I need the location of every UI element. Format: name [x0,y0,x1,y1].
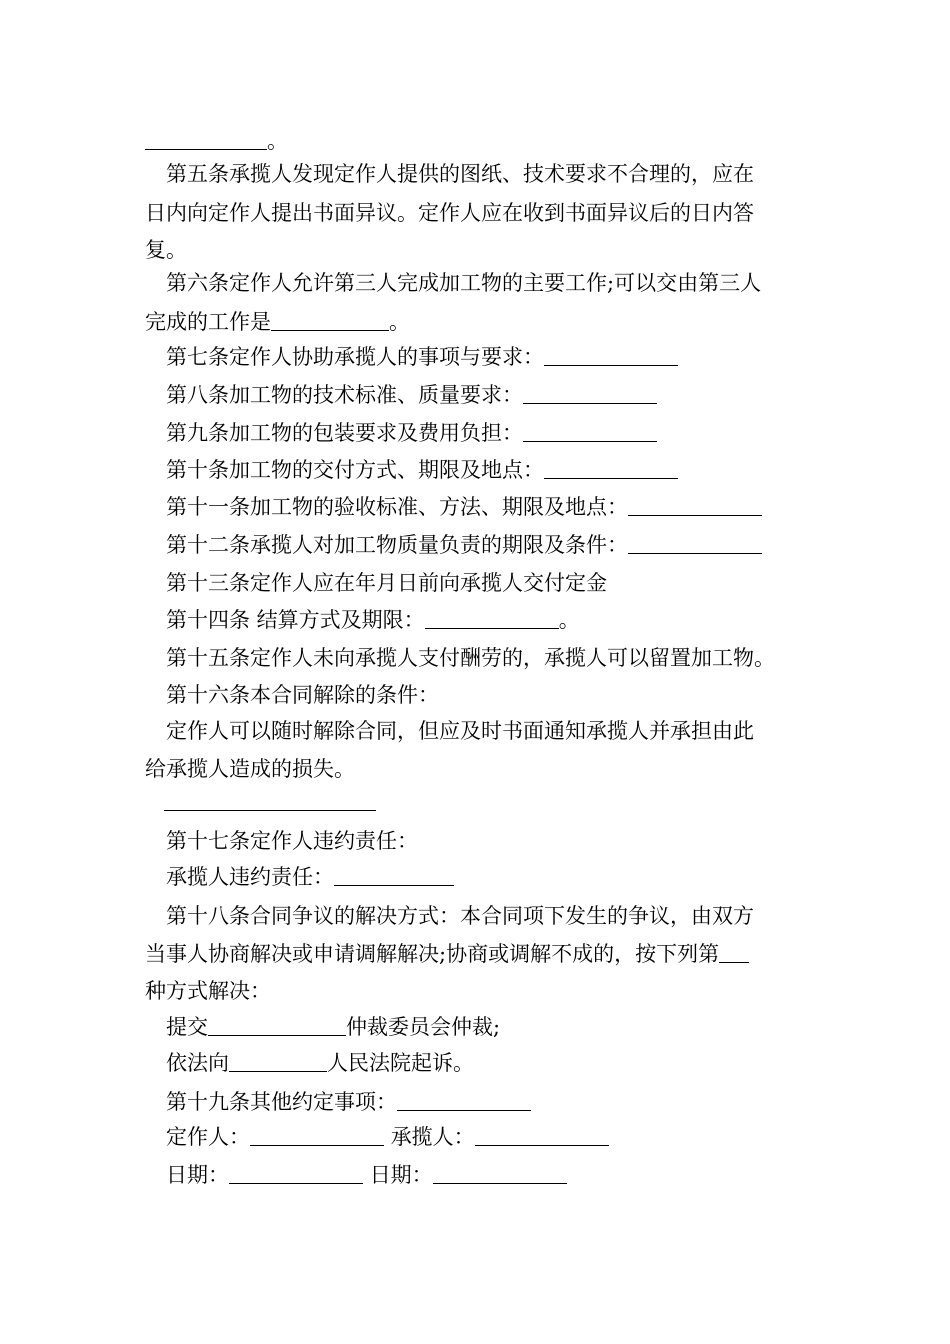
date-line [166,1160,831,1190]
clause-11 [166,492,831,522]
court-line [166,1048,831,1078]
clause-12 [166,530,831,560]
clause-text: 第十条加工物的交付方式、期限及地点： [166,458,544,482]
clause-text: 。 [267,129,288,153]
clause-text: 第十一条加工物的验收标准、方法、期限及地点： [166,495,628,519]
blank-field[interactable] [523,383,657,404]
blank-field[interactable] [628,495,762,516]
clause-18-line-3: 种方式解决： [145,979,271,1003]
blank-field[interactable] [544,458,678,479]
clause-17-line-2 [166,862,831,892]
signature-line [166,1122,831,1152]
blank-field[interactable] [208,1015,346,1036]
blank-field[interactable] [229,1163,363,1184]
clause-text: 日期： [166,1163,229,1187]
arbitration-line [166,1012,831,1042]
clause-text: 依法向 [166,1051,229,1075]
clause-text: 人民法院起诉。 [327,1051,474,1075]
blank-field[interactable] [250,1125,384,1146]
clause-text: 第八条加工物的技术标准、质量要求： [166,383,523,407]
clause-text: 完成的工作是 [145,310,271,334]
clause-16: 第十六条本合同解除的条件： [166,683,439,707]
clause-13: 第十三条定作人应在年月日前向承揽人交付定金 [166,571,607,595]
blank-field[interactable] [334,865,454,886]
clause-18-line-1: 第十八条合同争议的解决方式：本合同项下发生的争议，由双方 [166,904,754,928]
clause-text: 第九条加工物的包装要求及费用负担： [166,421,523,445]
clause-7 [166,342,831,372]
clause-text: 仲裁委员会仲裁; [346,1015,501,1039]
clause-text: 提交 [166,1015,208,1039]
blank-field[interactable] [425,608,559,629]
clause-text: 第十九条其他约定事项： [166,1090,397,1114]
clause-16-line-3: 给承揽人造成的损失。 [145,757,355,781]
clause-9 [166,418,831,448]
clause-5-line-1: 第五条承揽人发现定作人提供的图纸、技术要求不合理的，应在 [166,162,754,186]
blank-field[interactable] [523,421,657,442]
clause-10 [166,455,831,485]
clause-14 [166,605,831,635]
continuation-line [145,126,810,156]
clause-text: 日期： [369,1163,433,1187]
clause-text: 承揽人违约责任： [166,865,334,889]
clause-6-line-2 [145,307,810,337]
blank-field[interactable] [271,310,389,331]
clause-18-line-2 [145,939,810,969]
blank-field[interactable] [229,1051,327,1072]
clause-8 [166,380,831,410]
clause-text: 第十二条承揽人对加工物质量负责的期限及条件： [166,533,628,557]
blank-field[interactable] [719,942,749,963]
clause-5-line-3: 复。 [145,238,187,262]
clause-text: 。 [389,310,410,334]
blank-field[interactable] [433,1163,567,1184]
clause-text: 承揽人： [390,1125,475,1149]
clause-16-line-2: 定作人可以随时解除合同，但应及时书面通知承揽人并承担由此 [166,719,754,743]
clause-text: 。 [558,608,580,632]
blank-field[interactable] [544,345,678,366]
blank-field[interactable] [397,1090,531,1111]
clause-15: 第十五条定作人未向承揽人支付酬劳的，承揽人可以留置加工物。 [166,646,775,670]
clause-17: 第十七条定作人违约责任： [166,829,418,853]
blank-field[interactable] [475,1125,609,1146]
blank-field[interactable] [164,810,376,811]
blank-field[interactable] [628,533,762,554]
clause-text: 当事人协商解决或申请调解解决;协商或调解不成的，按下列第 [145,942,720,966]
clause-text: 第十四条 结算方式及期限： [166,608,425,632]
clause-19 [166,1087,831,1117]
clause-text: 定作人： [166,1125,250,1149]
clause-5-line-2: 日内向定作人提出书面异议。定作人应在收到书面异议后的日内答 [145,201,754,225]
clause-text: 第七条定作人协助承揽人的事项与要求： [166,345,544,369]
clause-6-line-1: 第六条定作人允许第三人完成加工物的主要工作;可以交由第三人 [166,271,762,295]
blank-field[interactable] [145,129,267,150]
